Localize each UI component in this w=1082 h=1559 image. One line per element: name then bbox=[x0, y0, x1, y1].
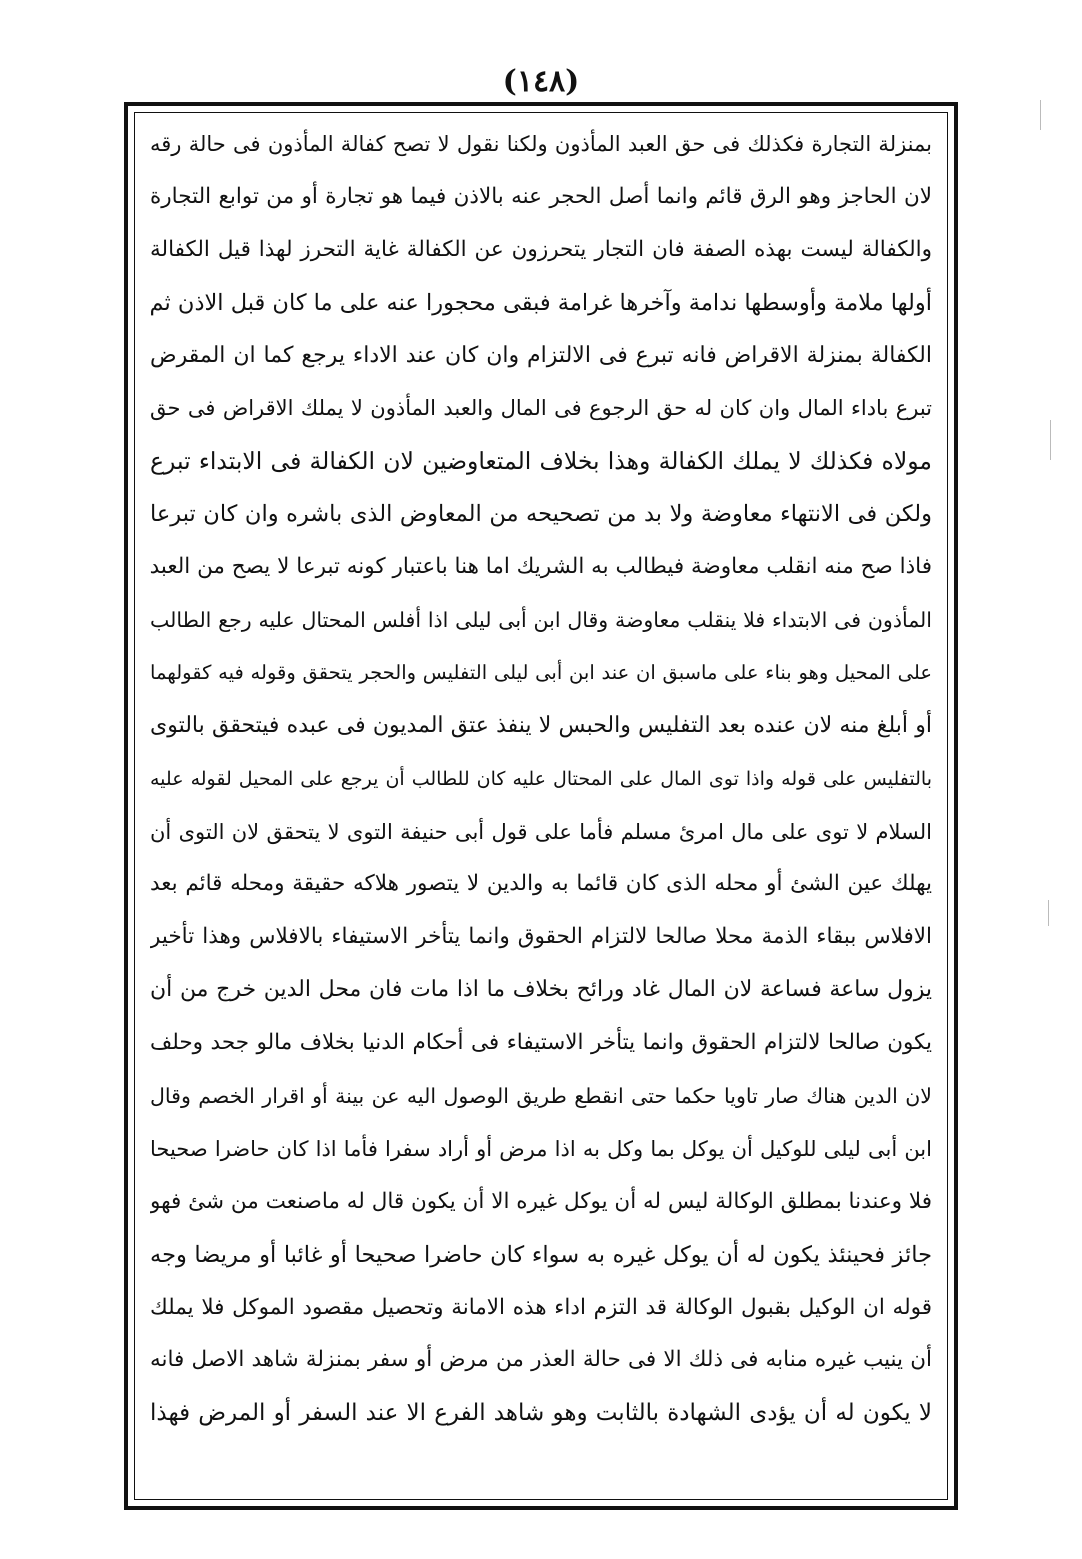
text-line: بمنزلة التجارة فكذلك فى حق العبد المأذون ولكنا نقول لا تصح كفالة المأذون فى حالة رقه bbox=[150, 132, 932, 156]
text-line: لان الدين هناك صار تاويا حكما حتى انقطع طريق الوصول اليه عن بينة أو اقرار الخصم وقال bbox=[150, 1084, 932, 1109]
text-line: يهلك عين الشئ أو محله الذى كان قائما به والدين لا يتصور هلاكه حقيقة ومحله قائم بعد bbox=[150, 871, 932, 897]
text-line: فلا وعندنا بمطلق الوكالة ليس له أن يوكل غيره الا أن يكون قال له ماصنعت من شئ فهو bbox=[150, 1188, 932, 1214]
text-line: على المحيل وهو بناء على ماسبق ان عند ابن أبى ليلى التفليس والحجر يتحقق وقوله فيه كقولهما bbox=[150, 660, 932, 684]
text-line: الافلاس ببقاء الذمة محلا صالحا لالتزام الحقوق وانما يتأخر الاستيفاء بالافلاس وهذا تأخير bbox=[150, 924, 932, 950]
text-line: أن ينيب غيره منابه فى ذلك الا فى حالة العذر من مرض أو سفر بمنزلة شاهد الاصل فانه bbox=[150, 1347, 932, 1373]
text-line: أولها ملامة وأوسطها ندامة وآخرها غرامة فبقى محجورا عنه على ما كان قبل الاذن ثم bbox=[150, 289, 932, 316]
text-line: السلام لا توى على مال امرئ مسلم فأما على قول أبى حنيفة التوى لا يتحقق لان التوى أن bbox=[150, 819, 932, 844]
text-line: ابن أبى ليلى للوكيل أن يوكل بما وكل به اذا مرض أو أراد سفرا فأما اذا كان حاضرا صحيحا bbox=[150, 1136, 932, 1161]
margin-mark bbox=[1040, 100, 1041, 130]
text-line: ولكن فى الانتهاء معاوضة ولا بد من تصحيحه من المعاوض الذى باشره وان كان تبرعا bbox=[150, 501, 932, 528]
text-line: جائز فحينئذ يكون له أن يوكل غيره به سواء كان حاضرا صحيحا أو غائبا أو مريضا وجه bbox=[150, 1241, 932, 1268]
text-line: أو أبلغ منه لان عنده بعد التفليس والحبس لا ينفذ عتق المديون فى عبده فيتحقق بالتوى bbox=[150, 712, 932, 738]
text-line: لان الحاجز وهو الرق قائم وانما أصل الحجر عنه بالاذن فيما هو تجارة أو من توابع التجارة bbox=[150, 183, 932, 209]
margin-mark bbox=[1048, 900, 1049, 926]
page-number: (١٤٨) bbox=[502, 64, 580, 99]
text-line: بالتفليس على قوله واذا توى المال على المحتال عليه كان للطالب أن يرجع على المحيل لقوله عليه bbox=[150, 767, 932, 790]
text-line: تبرع باداء المال وان كان له حق الرجوع فى المال والعبد المأذون لا يملك الاقراض فى حق bbox=[150, 396, 932, 421]
text-line: قوله ان الوكيل بقبول الوكالة قد التزم اداء هذه الامانة وتحصيل مقصود الموكل فلا يملك bbox=[150, 1294, 932, 1320]
margin-mark bbox=[1050, 420, 1051, 460]
text-line: فاذا صح منه انقلب معاوضة فيطالب به الشريك اما هنا باعتبار كونه تبرعا لا يصح من العبد bbox=[150, 554, 932, 580]
text-line: لا يكون له أن يؤدى الشهادة بالثابت وهو شاهد الفرع الا عند السفر أو المرض فهذا bbox=[150, 1400, 932, 1427]
text-line: المأذون فى الابتداء فلا ينقلب معاوضة وقال ابن أبى ليلى اذا أفلس المحتال عليه رجع الطالب bbox=[150, 608, 932, 633]
text-line: يزول ساعة فساعة لان المال غاد ورائح بخلاف ما اذا مات فان محل الدين خرج من أن bbox=[150, 977, 932, 1003]
text-line: الكفالة بمنزلة الاقراض فانه تبرع فى الالتزام وان كان عند الاداء يرجع كما ان المقرض bbox=[150, 342, 932, 368]
body-text bbox=[150, 118, 932, 1496]
text-line: والكفالة ليست بهذه الصفة فان التجار يتحرزون عن الكفالة غاية التحرز لهذا قيل الكفالة bbox=[150, 236, 932, 262]
text-line: يكون صالحا لالتزام الحقوق وانما يتأخر الاستيفاء فى أحكام الدنيا بخلاف مالو جحد وحلف bbox=[150, 1030, 932, 1056]
text-line: مولاه فكذلك لا يملك الكفالة وهذا بخلاف المتعاوضين لان الكفالة فى الابتداء تبرع bbox=[150, 447, 932, 476]
